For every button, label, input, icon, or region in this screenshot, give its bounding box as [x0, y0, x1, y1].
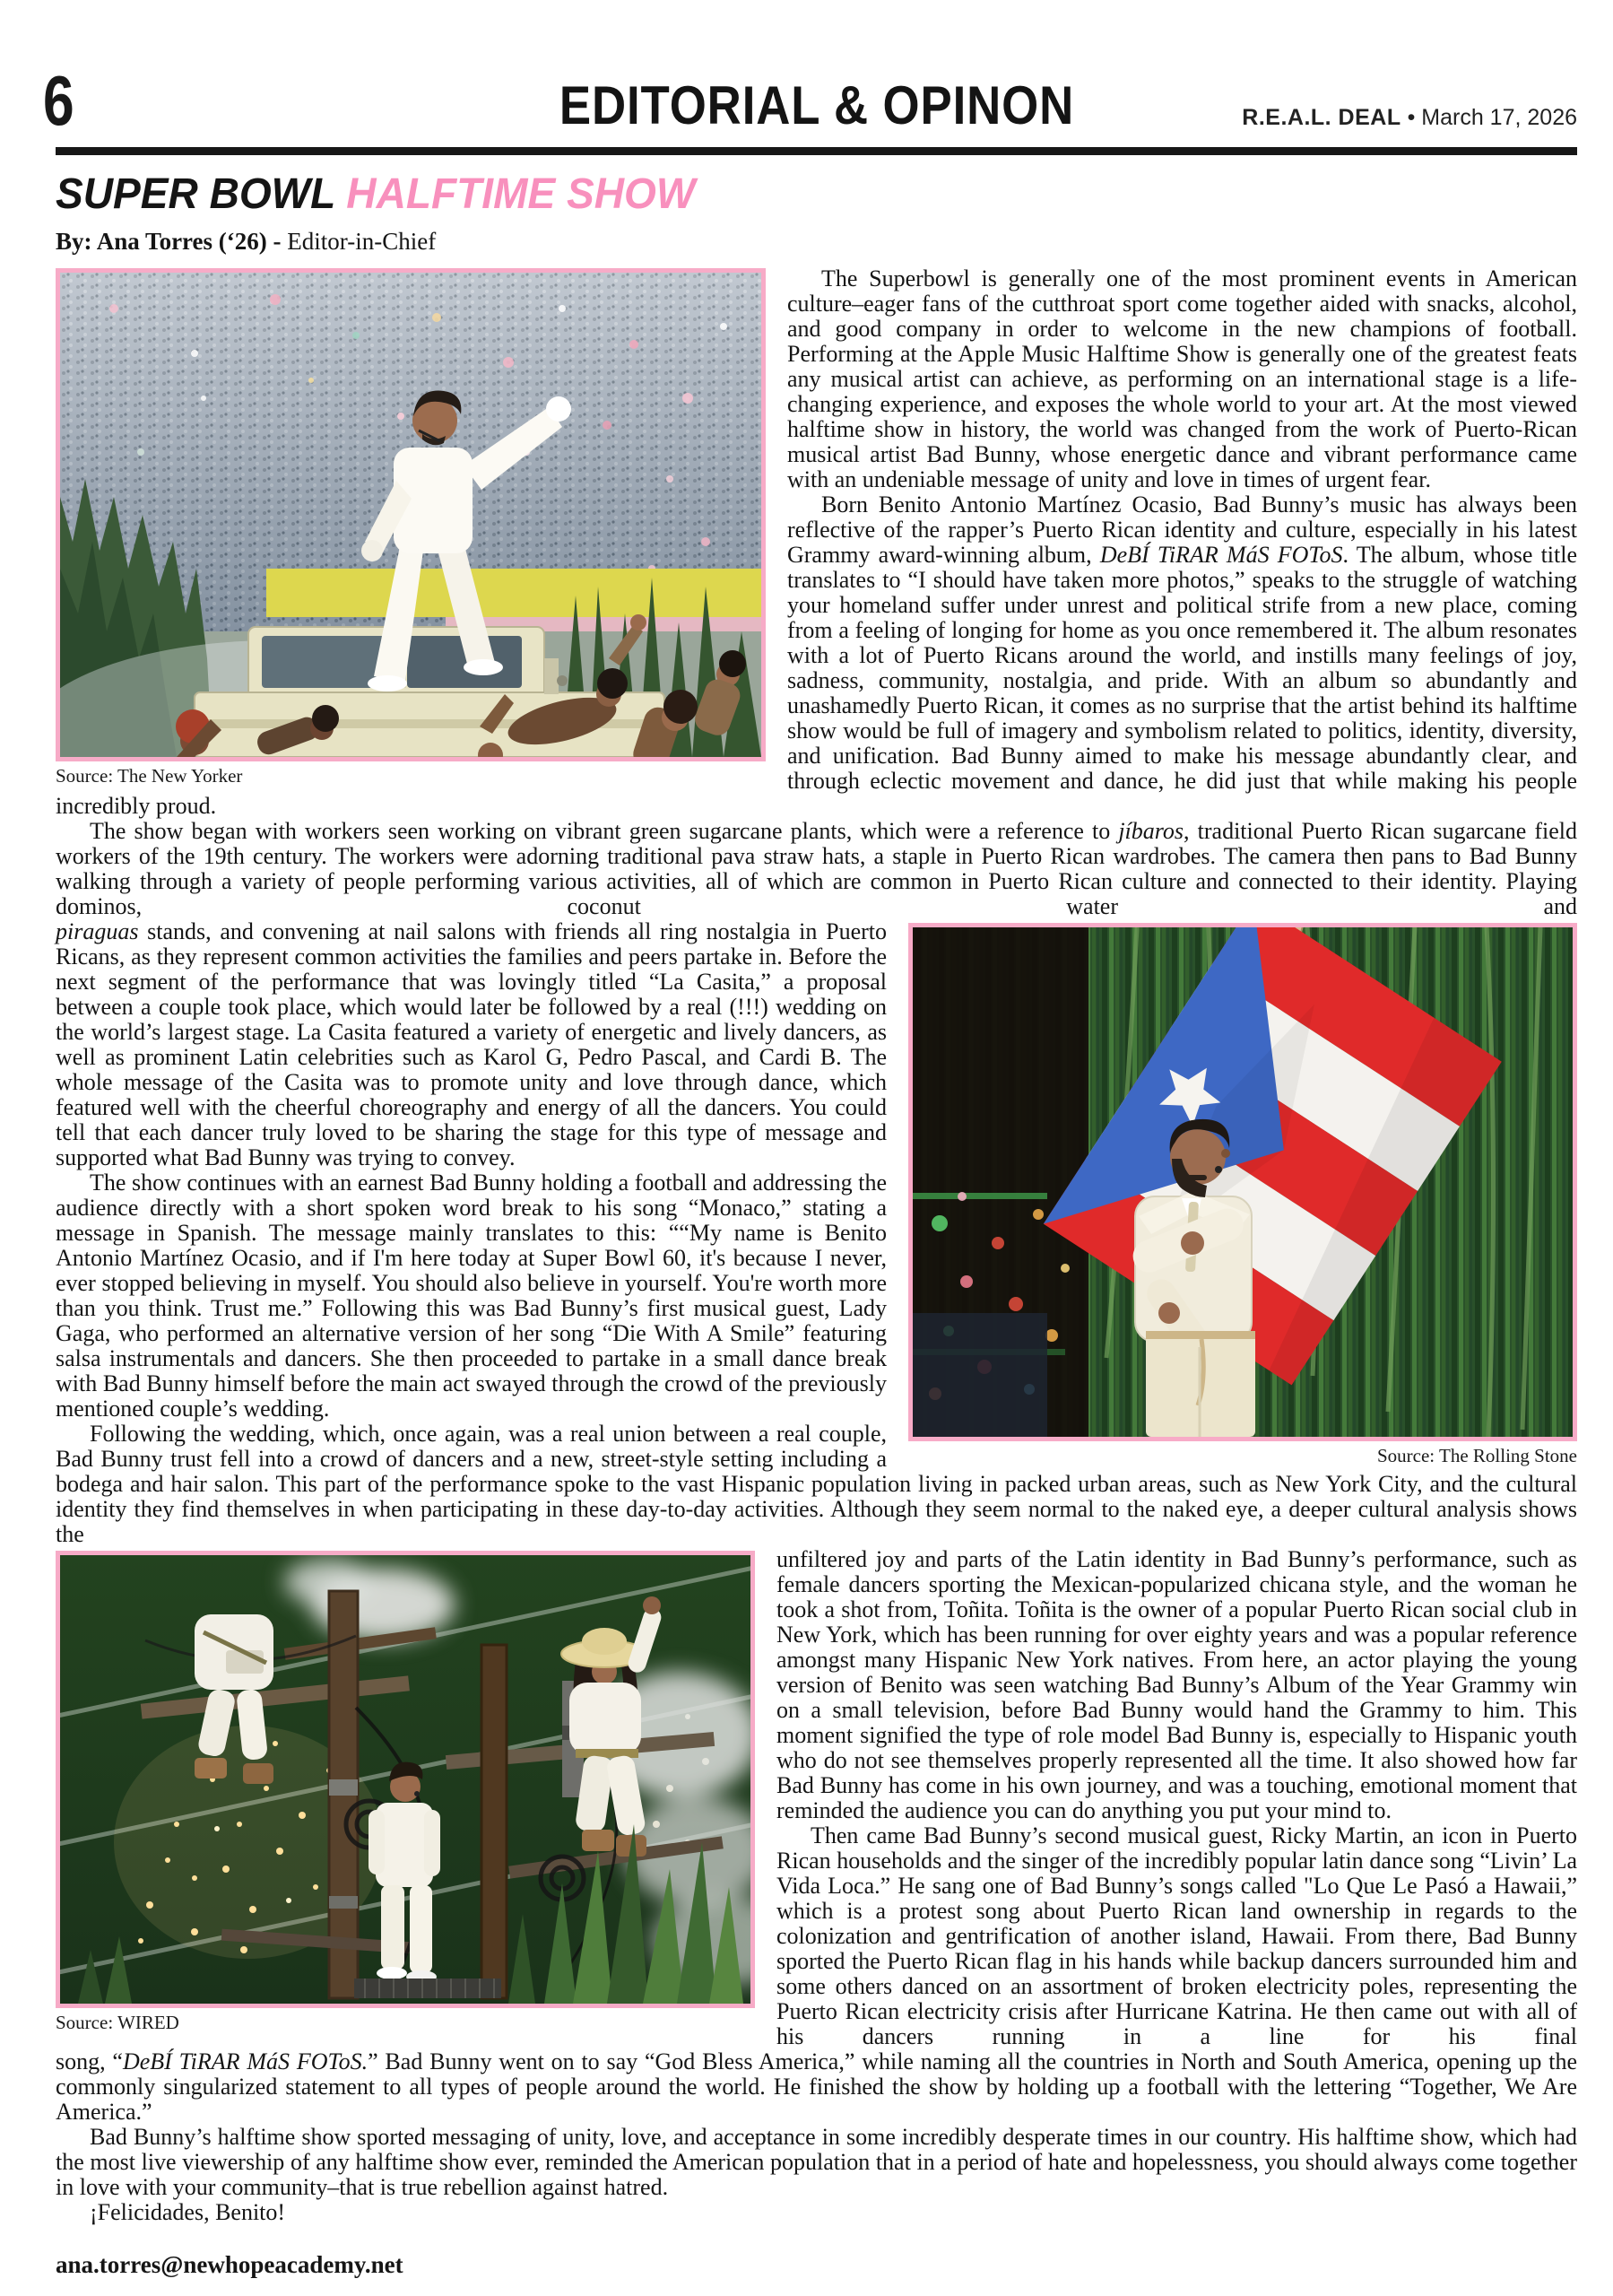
- figure-poles: [56, 1551, 755, 2034]
- electricity-poles-photo-image: [60, 1555, 750, 2004]
- page-header: [43, 30, 1577, 140]
- byline-author: By: Ana Torres (‘26) -: [56, 228, 282, 255]
- body-paragraph-11: ¡Felicidades, Benito!: [90, 2199, 286, 2225]
- masthead: [1242, 105, 1577, 131]
- article-title: [56, 170, 1516, 219]
- body-paragraph-3: The show began with workers seen working on vibrant green sugarcane plants, which were a reference to jíbaros, traditional Puerto Rican sugarcane field workers of the 19th century. The workers were adorning traditional pava straw hats, a staple in Puerto Rican wardrobes. The camera then pans to Bad Bunny walking through a variety of people performing various activities, all of which are common in Puerto Rican culture and connected to their identity. Playing dominos, coconut water and: [56, 818, 1578, 919]
- header-rule: [56, 147, 1577, 155]
- photo-frame: [56, 1551, 755, 2008]
- figure-truck: [56, 268, 766, 787]
- masthead-name: R.E.A.L. DEAL: [1242, 105, 1401, 130]
- email-address: ana.torres@newhopeacademy.net: [56, 2251, 403, 2278]
- article-title-main: SUPER BOWL: [56, 170, 335, 218]
- article-title-accent: HALFTIME SHOW: [346, 170, 696, 218]
- photo-frame: [908, 923, 1577, 1441]
- body-paragraph-2: Born Benito Antonio Martínez Ocasio, Bad Bunny’s music has always been reflective of the rapper’s Puerto Rican identity and culture, especially in his latest Grammy award-winning album, DeBÍ TiRAR MáS FOToS. The album, whose title translates to “I should have taken more photos,” speaks to the struggle of watching your homeland suffer under unrest and political strife from a new place, coming from a feeling of longing for home as you once remembered it. The album resonates with a lot of Puerto Ricans around the world, and instills many feelings of joy, sadness, community, nostalgia, and pride. With an album so abundantly and unashamedly Puerto Rican, it comes as no surprise that the artist behind its halftime show would be full of imagery and symbolism related to politics, identity, diversity, and unification. Bad Bunny aimed to make his message abundantly clear, and through eclectic movement and dance, he did just that while making his people incredibly proud.: [56, 491, 1578, 819]
- masthead-date: March 17, 2026: [1421, 105, 1577, 130]
- photo-source-caption: Source: The New Yorker: [56, 765, 243, 787]
- section-title: EDITORIAL & OPINON: [559, 75, 1074, 135]
- body-paragraph-6: Following the wedding, which, once again, was a real union between a real couple, Bad Bunny trust fell into a crowd of dancers and a new, street-style setting including a bodega and hair salon. This part of the performance spoke to the vast Hispanic population living in packed urban areas, such as New York City, and the cultural identity they find themselves in when participating in these day-to-day activities. Although they seem normal to the naked eye, a deeper cultural analysis shows the: [56, 1421, 1577, 1547]
- body-paragraph-4: piraguas stands, and convening at nail salons with friends all ring nostalgia in Puerto Ricans, as they represent common activities the families and peers partake in. Before the next segment of the performance that was lovingly titled “La Casita,” a proposal between a couple took place, which would later be followed by a real (!!!) wedding on the world’s largest stage. La Casita featured a variety of energetic and lively dancers, as well as prominent Latin celebrities such as Karol G, Pedro Pascal, and Cardi B. The whole message of the Casita was to promote unity and love through dance, which featured well with the cheerful choreography and energy of all the dancers. You could tell that each dancer truly loved to be sharing the stage for this type of message and supported what Bad Bunny was trying to convey.: [56, 918, 887, 1170]
- photo-frame: [56, 268, 766, 761]
- byline-role: Editor-in-Chief: [287, 228, 437, 255]
- body-paragraph-1: The Superbowl is generally one of the most prominent events in American culture–eager fans of the cutthroat sport come together aided with snacks, alcohol, and good company in order to welcome in the new champions of football. Performing at the Apple Music Halftime Show is generally one of the greatest feats any musical artist can achieve, as performing on an international stage is a life-changing experience, and exposes the whole world to your art. At the most viewed halftime show in history, the world was changed from the work of Puerto-Rican musical artist Bad Bunny, whose energetic dance and vibrant performance came with an undeniable message of unity and love in times of urgent fear.: [787, 265, 1577, 492]
- figure-flag: [908, 923, 1577, 1467]
- page-number: 6: [43, 61, 74, 140]
- body-paragraph-7: unfiltered joy and parts of the Latin identity in Bad Bunny’s performance, such as female dancers sporting the Mexican-popularized chicana style, and the woman he took a shot from, Toñita. Toñita is the owner of a popular Puerto Rican social club in New York, which has been running for over eighty years and was a popular reference amongst many Hispanic New York natives. From here, an actor playing the young version of Benito was seen watching Bad Bunny’s Album of the Year Grammy win on a small television, before Bad Bunny would hand the Grammy to him. This moment signified the type of role model Bad Bunny is, especially to Hispanic youth who do not see themselves properly represented all the time. It also showed how far Bad Bunny has come in his own journey, and was a touching, emotional moment that reminded the audience you can do anything you put your mind to.: [776, 1546, 1577, 1823]
- halftime-truck-photo-image: [60, 273, 761, 757]
- body-paragraph-8: Then came Bad Bunny’s second musical guest, Ricky Martin, an icon in Puerto Rican households and the singer of the incredibly popular latin dance song “Livin’ La Vida Loca.” He sang one of Bad Bunny’s songs called "Lo Que Le Pasó a Hawaii,” which is a protest song about Puerto Rican land ownership in regards to the colonization and gentrification of another island, Hawaii. From there, Bad Bunny sported the Puerto Rican flag in his hands while backup dancers surrounded him and some others danced on an assortment of broken electricity poles, representing the Puerto Rican electricity crisis after Hurricane Katrina. He then came out with all of his dancers running in a line for his final: [776, 1822, 1577, 2049]
- flag-bearer-photo-image: [913, 927, 1573, 1437]
- photo-source-caption: Source: The Rolling Stone: [1376, 1445, 1577, 1466]
- masthead-bullet: •: [1407, 105, 1416, 130]
- body-paragraph-10: Bad Bunny’s halftime show sported messaging of unity, love, and acceptance in some incredibly desperate times in our country. His halftime show, which had the most live viewership of any halftime show ever, reminded the American population that in a period of hate and hopelessness, you should always come together in love with your community–that is true rebellion against hatred.: [56, 2124, 1577, 2200]
- photo-source-caption: Source: WIRED: [56, 2012, 179, 2033]
- byline: [56, 228, 1577, 256]
- article-body: [56, 266, 1577, 2277]
- body-paragraph-9: song, “DeBÍ TiRAR MáS FOToS.” Bad Bunny went on to say “God Bless America,” while naming all the countries in North and South America, opening up the commonly singularized statement to all types of people around the world. He finished the show by holding up a football with the lettering “Together, We Are America.”: [56, 2048, 1577, 2125]
- body-paragraph-5: The show continues with an earnest Bad Bunny holding a football and addressing the audience directly with a short spoken word break to his song “Monaco,” stating a message in Spanish. The message mainly translates to this: ““My name is Benito Antonio Martínez Ocasio, and if I'm here today at Super Bowl 60, it's because I never, ever stopped believing in myself. You should also believe in yourself. You're worth more than you think. Trust me.” Following this was Bad Bunny’s first musical guest, Lady Gaga, who performed an alternative version of her song “Die With A Smile” featuring salsa instrumentals and dancers. She then proceeded to partake in a small dance break with Bad Bunny himself before the main act swayed through the crowd of the previously mentioned couple’s wedding.: [56, 1170, 887, 1422]
